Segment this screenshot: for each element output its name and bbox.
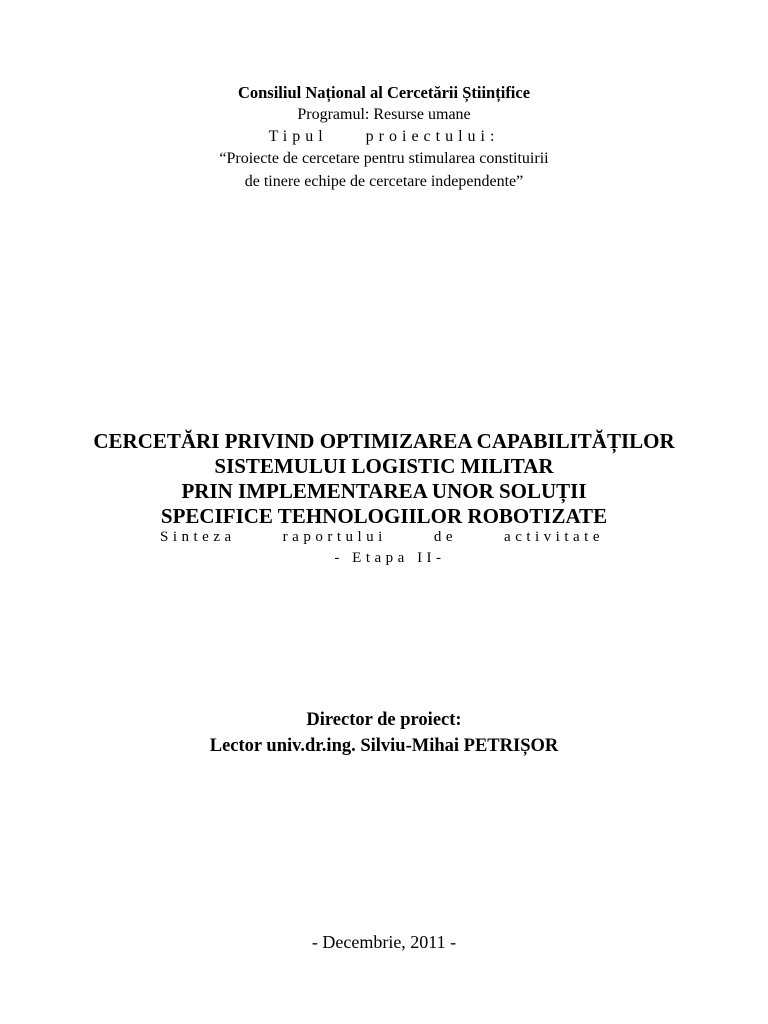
organization-name: Consiliul Național al Cercetării Științifice [237,83,531,102]
title-line-4: SPECIFICE TEHNOLOGIILOR ROBOTIZATE [160,504,608,528]
report-subtitle [160,530,604,545]
project-type-word-1: Tipul [268,128,328,145]
title-line-1: CERCETĂRI PRIVIND OPTIMIZAREA CAPABILITĂȚILOR [93,429,675,453]
title-line-3: PRIN IMPLEMENTAREA UNOR SOLUȚII [181,479,587,503]
project-type-word-2: proiectului: [365,128,500,145]
report-subtitle-word: raportului [282,529,387,545]
program-name: Programul: Resurse umane [297,106,471,123]
report-stage: - Etapa II- [334,550,446,566]
title-line-2: SISTEMULUI LOGISTIC MILITAR [214,454,554,478]
report-subtitle-word: de [433,529,458,545]
director-name: Lector univ.dr.ing. Silviu-Mihai PETRIȘOR [209,736,559,756]
report-subtitle-word: activitate [504,529,604,545]
project-description-line-1: “Proiecte de cercetare pentru stimularea constituirii [219,150,549,167]
director-label: Director de proiect: [306,710,462,730]
project-type-label [0,129,768,145]
project-description-line-2: de tinere echipe de cercetare independente” [244,173,524,190]
report-subtitle-word: Sinteza [160,529,236,545]
report-date: - Decembrie, 2011 - [311,932,457,952]
